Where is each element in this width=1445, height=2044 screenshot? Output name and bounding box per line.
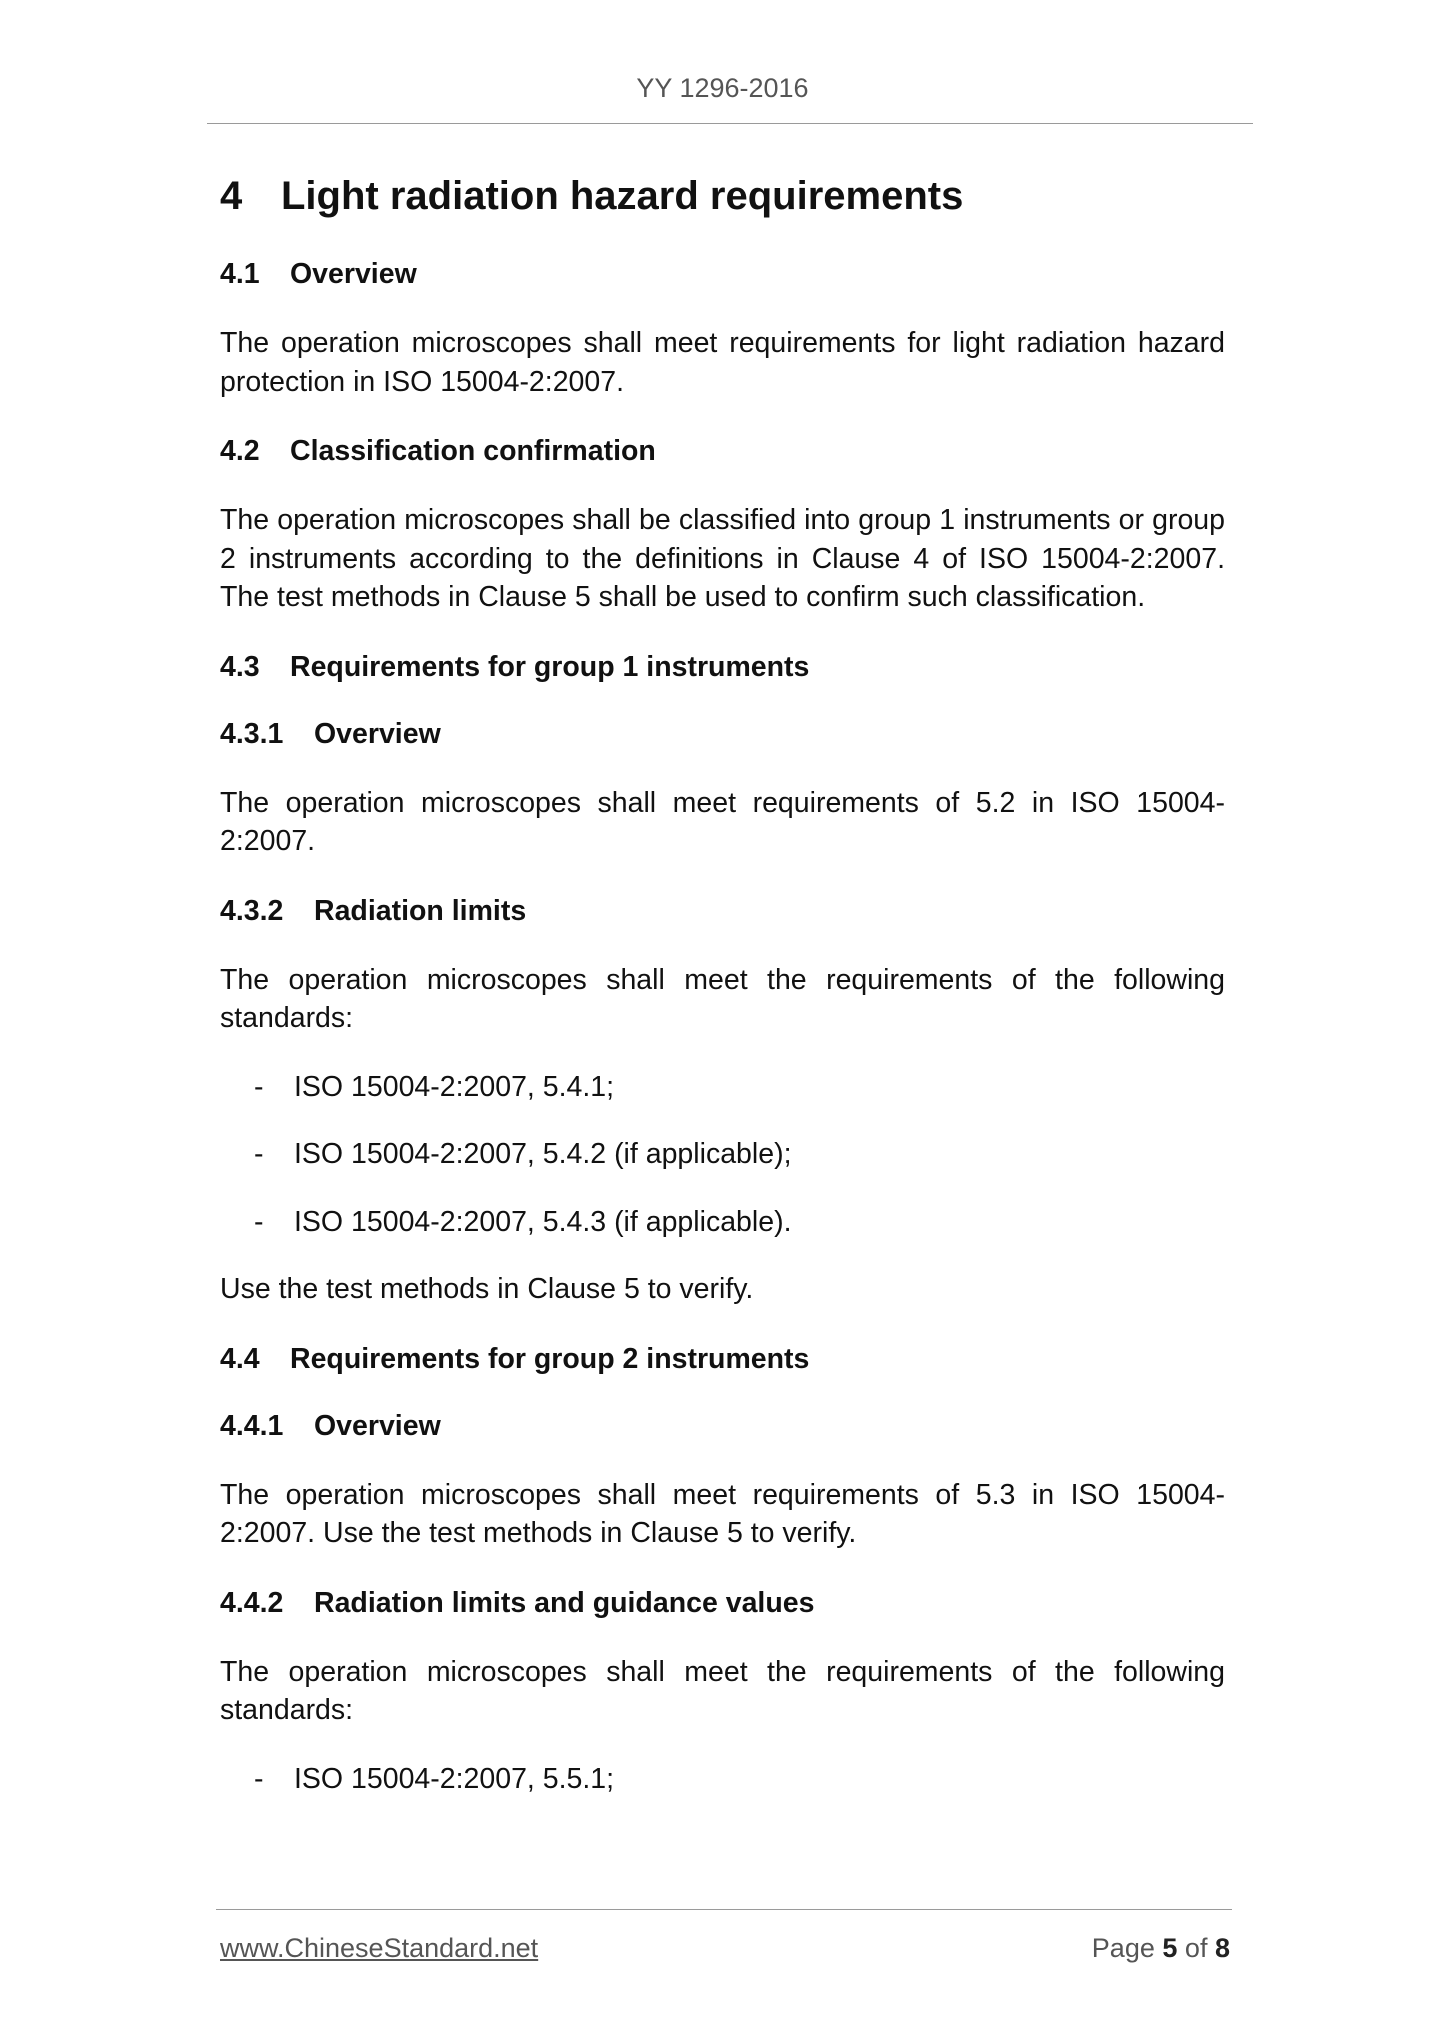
heading-number: 4.3.2 — [220, 894, 284, 927]
heading-4-4 — [220, 1339, 1225, 1379]
list-item-text: ISO 15004-2:2007, 5.4.1; — [294, 1070, 615, 1103]
heading-title: Overview — [314, 1409, 441, 1442]
list-item — [220, 1068, 1225, 1107]
section-number: 4 — [220, 174, 243, 218]
list-bullet: - — [254, 1205, 264, 1238]
heading-4-4-2 — [220, 1583, 1225, 1623]
list-bullet: - — [254, 1070, 264, 1103]
heading-title: Overview — [314, 717, 441, 750]
footer-divider — [216, 1909, 1232, 1910]
heading-title: Classification confirmation — [290, 435, 656, 467]
list-item — [220, 1135, 1225, 1174]
heading-4-3 — [220, 647, 1225, 687]
heading-number: 4.4.2 — [220, 1586, 284, 1619]
list-item-text: ISO 15004-2:2007, 5.4.2 (if applicable); — [294, 1138, 792, 1170]
heading-4-3-2 — [220, 891, 1225, 931]
section-4-heading — [220, 168, 1225, 224]
paragraph-4-4-1: The operation microscopes shall meet requirements of 5.3 in ISO 15004-2:2007. Use the test methods in Clause 5 to verify. — [220, 1478, 1225, 1549]
page-current: 5 — [1162, 1933, 1178, 1963]
page-indicator — [1092, 1931, 1230, 1965]
heading-number: 4.3.1 — [220, 717, 284, 750]
paragraph-4-3-2: The operation microscopes shall meet the requirements of the following standards: — [220, 963, 1225, 1034]
list-bullet: - — [254, 1138, 264, 1170]
heading-number: 4.1 — [220, 258, 260, 290]
heading-4-1 — [220, 254, 1225, 294]
list-item-text: ISO 15004-2:2007, 5.5.1; — [294, 1762, 615, 1795]
list-bullet: - — [254, 1762, 264, 1795]
page-word: Page — [1091, 1933, 1155, 1963]
paragraph-verify: Use the test methods in Clause 5 to verify. — [220, 1273, 754, 1305]
page-header: YY 1296-2016 — [636, 73, 809, 103]
heading-4-4-1 — [220, 1406, 1225, 1446]
list-item — [220, 1203, 1225, 1242]
section-title: Light radiation hazard requirements — [281, 174, 964, 218]
heading-4-3-1 — [220, 714, 1225, 754]
heading-title: Requirements for group 1 instruments — [290, 650, 810, 683]
heading-number: 4.4.1 — [220, 1409, 284, 1442]
heading-title: Overview — [290, 258, 417, 290]
paragraph-4-3-1: The operation microscopes shall meet requirements of 5.2 in ISO 15004-2:2007. — [220, 786, 1225, 857]
heading-4-2 — [220, 431, 1225, 471]
document-body — [220, 168, 1225, 1798]
header-divider — [207, 123, 1253, 124]
of-word: of — [1184, 1933, 1208, 1963]
heading-number: 4.2 — [220, 435, 260, 467]
heading-title: Radiation limits and guidance values — [314, 1586, 815, 1619]
list-item — [220, 1760, 1225, 1799]
heading-number: 4.4 — [220, 1342, 260, 1375]
list-item-text: ISO 15004-2:2007, 5.4.3 (if applicable). — [294, 1205, 792, 1238]
site-link[interactable]: www.ChineseStandard.net — [220, 1933, 539, 1963]
heading-number: 4.3 — [220, 650, 260, 683]
heading-title: Requirements for group 2 instruments — [290, 1342, 810, 1375]
paragraph-4-4-2: The operation microscopes shall meet the requirements of the following standards: — [220, 1655, 1225, 1726]
heading-title: Radiation limits — [314, 894, 527, 927]
page-footer — [220, 1931, 1230, 1965]
paragraph-4-2: The operation microscopes shall be classified into group 1 instruments or group 2 instruments according to the definitions in Clause 4 of ISO 15004-2:2007. The test methods in Clause 5 shall be used to confirm such classification. — [220, 504, 1225, 613]
page-total: 8 — [1214, 1933, 1230, 1963]
paragraph-4-1: The operation microscopes shall meet requirements for light radiation hazard protection in ISO 15004-2:2007. — [220, 327, 1225, 398]
